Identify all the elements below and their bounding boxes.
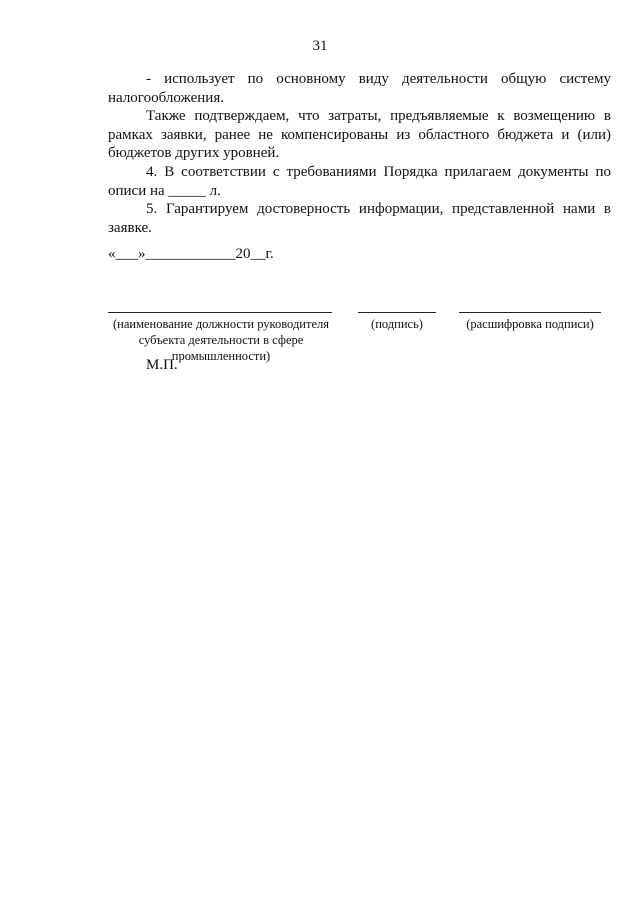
signature-caption: (подпись) xyxy=(371,317,423,331)
paragraph-costs-confirmation: Также подтверждаем, что затраты, предъявляемые к возмещению в рамках заявки, ранее не компенсированы из областного бюджета и (или) бюджетов других уровней. xyxy=(108,108,611,162)
page-number: 31 xyxy=(312,38,328,54)
document-body xyxy=(108,70,611,237)
signature-line xyxy=(358,312,436,313)
paragraph-attached-documents: 4. В соответствии с требованиями Порядка прилагаем документы по описи на _____ л. xyxy=(108,163,611,199)
position-caption: (наименование должности руководителя субъекта деятельности в сфере промышленности) xyxy=(113,317,329,363)
transcript-signature-line xyxy=(459,312,601,313)
paragraph-guarantee: 5. Гарантируем достоверность информации, представленной нами в заявке. xyxy=(108,201,611,236)
paragraph-taxation-system: - использует по основному виду деятельности общую систему налогообложения. xyxy=(108,71,611,106)
stamp-place: М.П. xyxy=(146,357,178,373)
position-signature-line xyxy=(108,312,332,313)
date-line: «___»____________20__г. xyxy=(108,246,274,262)
transcript-caption: (расшифровка подписи) xyxy=(466,317,594,331)
